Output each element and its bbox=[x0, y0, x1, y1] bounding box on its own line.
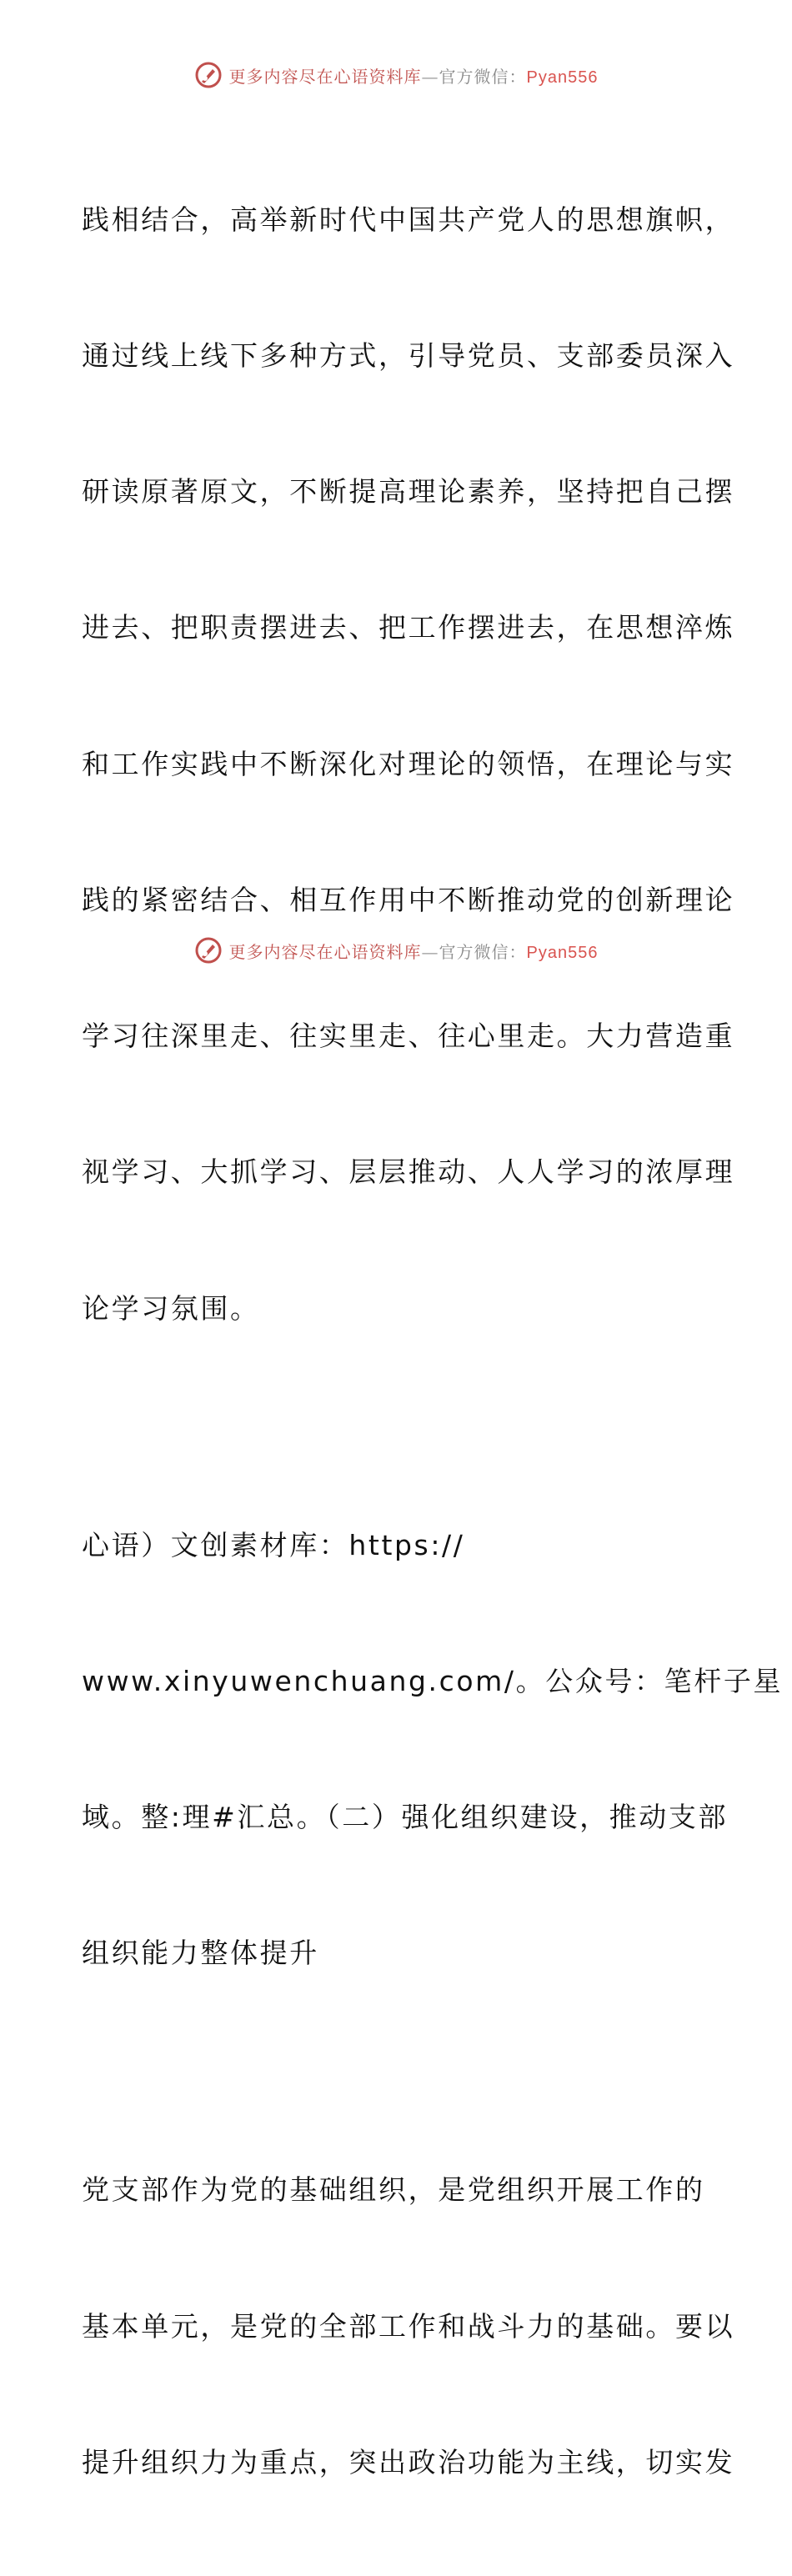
text-line: 践相结合，高举新时代中国共产党人的思想旗帜， bbox=[82, 203, 735, 236]
text-line: 践的紧密结合、相互作用中不断推动党的创新理论 bbox=[82, 883, 735, 916]
text-line: www.xinyuwenchuang.com/。公众号：笔杆子星 bbox=[82, 1664, 784, 1697]
text-line: 论学习氛围。 bbox=[82, 1291, 260, 1325]
text-line: 进去、把职责摆进去、把工作摆进去，在思想淬炼 bbox=[82, 611, 735, 644]
banner-slogan: 更多内容尽在心语资料库—官方微信：Pyan556 bbox=[228, 941, 599, 962]
text-line: 研读原著原文，不断提高理论素养，坚持把自己摆 bbox=[82, 475, 735, 509]
text-line: 域。整:理#汇总。（二）强化组织建设，推动支部 bbox=[82, 1801, 729, 1834]
paragraph-3 bbox=[82, 2077, 735, 2575]
header-banner bbox=[0, 58, 792, 92]
text-line: 基本单元，是党的全部工作和战斗力的基础。要以 bbox=[82, 2309, 735, 2343]
text-line: 心语）文创素材库：https:// bbox=[82, 1528, 465, 1561]
text-line: 学习往深里走、往实里走、往心里走。大力营造重 bbox=[82, 1020, 735, 1053]
text-line: 通过线上线下多种方式，引导党员、支部委员深入 bbox=[82, 339, 735, 373]
document-body bbox=[82, 107, 784, 2576]
pen-logo-icon bbox=[194, 61, 223, 89]
text-line: 组织能力整体提升 bbox=[82, 1937, 319, 1970]
text-line: 和工作实践中不断深化对理论的领悟，在理论与实 bbox=[82, 747, 735, 780]
paragraph-2 bbox=[82, 1432, 784, 2067]
text-line: 提升组织力为重点，突出政治功能为主线，切实发 bbox=[82, 2445, 735, 2478]
pen-logo-icon bbox=[194, 936, 223, 965]
banner-slogan: 更多内容尽在心语资料库—官方微信：Pyan556 bbox=[228, 66, 599, 87]
footer-banner bbox=[0, 934, 792, 967]
text-line: 视学习、大抓学习、层层推动、人人学习的浓厚理 bbox=[82, 1155, 735, 1189]
paragraph-1 bbox=[82, 107, 735, 1422]
text-line: 党支部作为党的基础组织，是党组织开展工作的 bbox=[82, 2173, 705, 2207]
